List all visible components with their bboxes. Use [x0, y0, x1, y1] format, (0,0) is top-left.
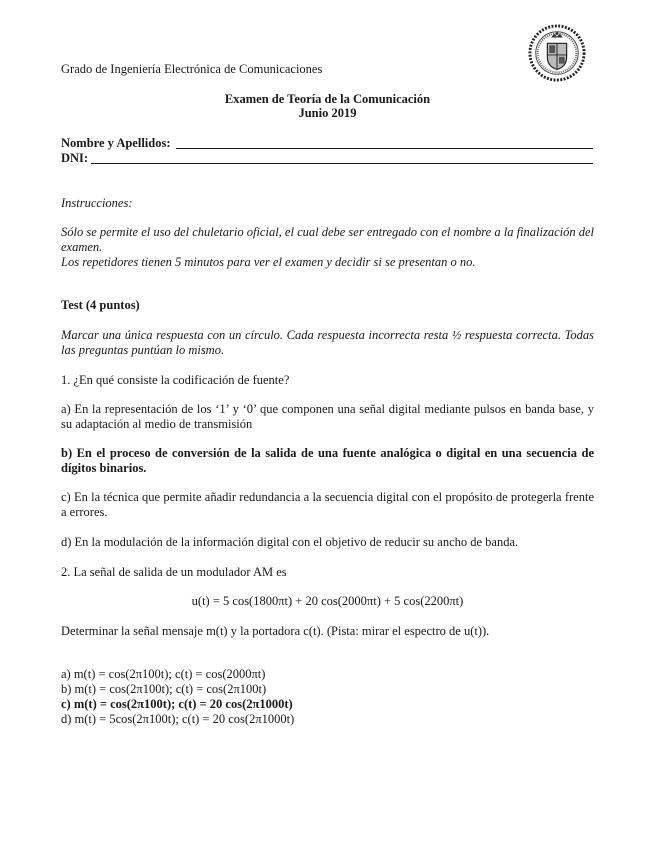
- q1-option-a: a) En la representación de los ‘1’ y ‘0’ que componen una señal digital mediante pulsos en banda base, y su adaptación al medio de transmisión: [61, 402, 594, 431]
- exam-title: Examen de Teoría de la Comunicación: [224, 92, 431, 106]
- q1-option-b: b) En el proceso de conversión de la salida de una fuente analógica o digital en una secuencia de dígitos binarios.: [61, 446, 594, 475]
- university-seal-icon: [528, 24, 586, 82]
- test-note: Marcar una única respuesta con un círculo. Cada respuesta incorrecta resta ½ respuesta correcta. Todas las preguntas puntúan lo mismo.: [61, 328, 594, 357]
- dni-label: DNI:: [61, 151, 89, 165]
- q2-prompt: Determinar la señal mensaje m(t) y la portadora c(t). (Pista: mirar el espectro de u(t)).: [61, 624, 490, 638]
- q2-option-c: c) m(t) = cos(2π100t); c(t) = 20 cos(2π1000t): [61, 697, 293, 711]
- q2-formula: u(t) = 5 cos(1800πt) + 20 cos(2000πt) + 5 cos(2200πt): [191, 594, 464, 608]
- test-heading: Test (4 puntos): [61, 298, 140, 312]
- dni-field[interactable]: [91, 163, 593, 164]
- q1-option-d: d) En la modulación de la información digital con el objetivo de reducir su ancho de banda.: [61, 535, 519, 549]
- question-1: 1. ¿En qué consiste la codificación de fuente?: [61, 373, 290, 387]
- name-label: Nombre y Apellidos:: [61, 136, 171, 150]
- degree-name: Grado de Ingeniería Electrónica de Comunicaciones: [61, 62, 323, 76]
- instructions-line-2: Los repetidores tienen 5 minutos para ver el examen y decidir si se presentan o no.: [61, 255, 476, 269]
- instructions-heading: Instrucciones:: [61, 196, 133, 210]
- q2-option-b: b) m(t) = cos(2π100t); c(t) = cos(2π100t): [61, 682, 267, 696]
- question-2: 2. La señal de salida de un modulador AM es: [61, 565, 287, 579]
- q1-option-c: c) En la técnica que permite añadir redundancia a la secuencia digital con el propósito de protegerla frente a errores.: [61, 490, 594, 519]
- exam-date: Junio 2019: [298, 106, 357, 120]
- q2-option-a: a) m(t) = cos(2π100t); c(t) = cos(2000πt): [61, 667, 266, 681]
- instructions-line-1: Sólo se permite el uso del chuletario oficial, el cual debe ser entregado con el nombre a la finalización del examen.: [61, 225, 594, 254]
- name-field[interactable]: [176, 148, 593, 149]
- q2-option-d: d) m(t) = 5cos(2π100t); c(t) = 20 cos(2π1000t): [61, 712, 295, 726]
